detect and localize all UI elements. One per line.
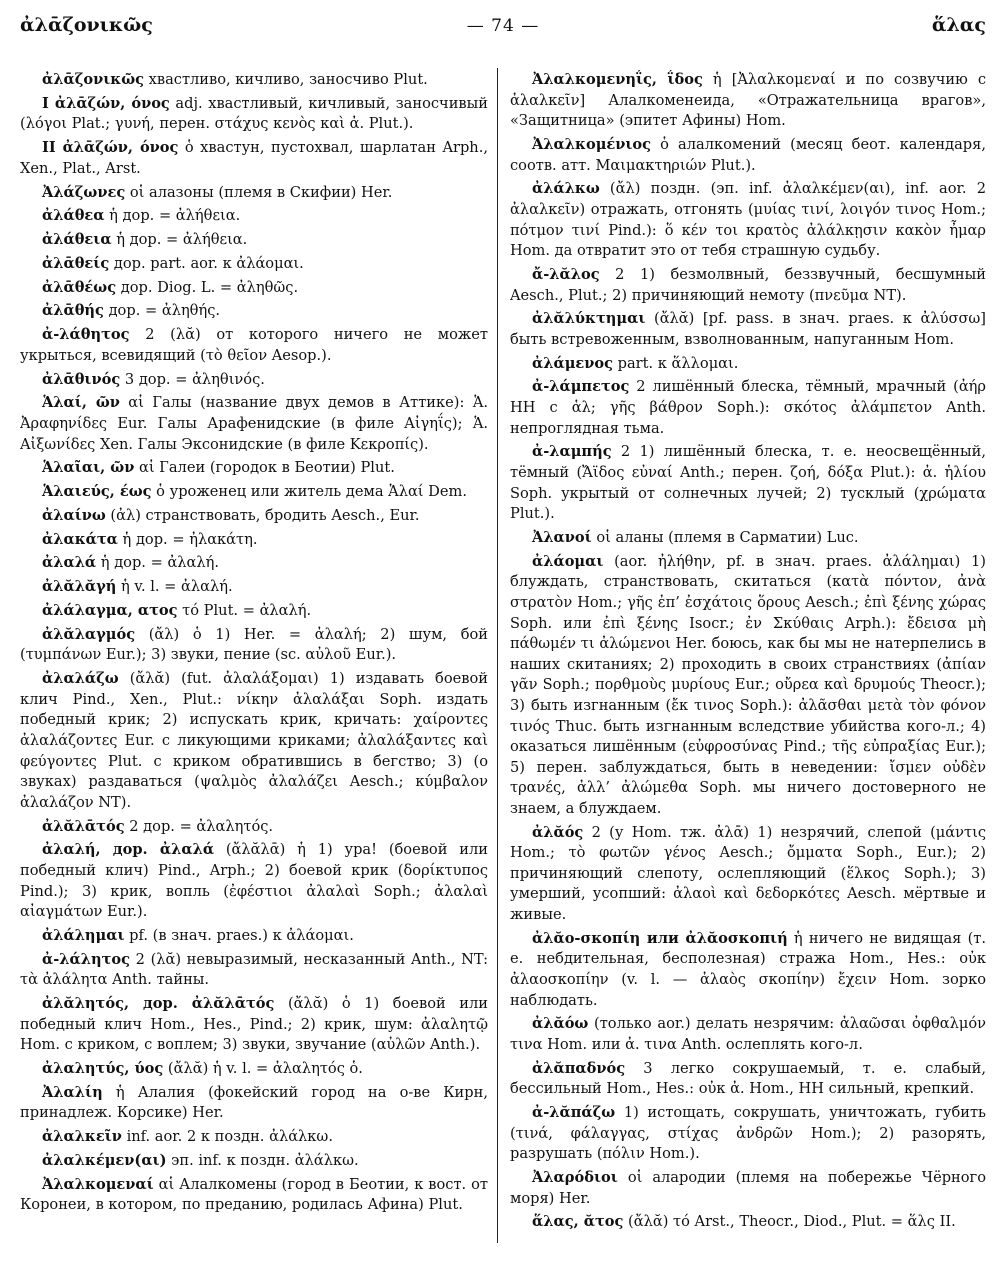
entry-definition: ὁ алалкомений (месяц беот. календаря, соотв. атт. Μαιμακτηριών Plut.). bbox=[510, 135, 986, 174]
entry-definition: хвастливо, кичливо, заносчиво Plut. bbox=[143, 71, 428, 88]
entry-definition: part. к ἅλλομαι. bbox=[613, 354, 739, 372]
entry-headword: ἀλάλκω bbox=[532, 180, 600, 198]
entry-headword: ἀ-λάθητος bbox=[42, 326, 130, 344]
entry-definition: дор. part. aor. к ἀλάομαι. bbox=[109, 254, 304, 272]
entry-definition: 2 1) лишённый блеска, т. е. неосвещённый, тёмный (Ἄϊδος εὐναί Anth.; перен. ζοή, δόξα Plut.): ἀ. ἡλίου Soph. укрытый от солнечных лучей; 2) тусклый (χρώματα Plut.). bbox=[510, 443, 986, 523]
entry-definition: (ἄλᾰ) ὁ 1) боевой или победный клич Hom., Hes., Pind.; 2) крик, шум: ἀλαλητῷ Hom. с криком, с воплем; 3) звуки, звучание (αὐλῶν Anth.). bbox=[20, 995, 488, 1054]
dictionary-entry bbox=[20, 70, 488, 91]
entry-definition: inf. aor. 2 к поздн. ἀλάλκω. bbox=[121, 1128, 333, 1146]
running-head-right: ἅλας bbox=[931, 14, 986, 36]
entry-headword: ἄ-λᾰλος bbox=[532, 265, 600, 283]
dictionary-entry bbox=[20, 669, 488, 813]
column-divider bbox=[497, 68, 498, 1243]
right-column bbox=[510, 70, 986, 1255]
entry-definition: дор. Diog. L. = ἀληθῶς. bbox=[116, 278, 299, 296]
dictionary-entry bbox=[510, 70, 986, 132]
dictionary-entry bbox=[510, 135, 986, 176]
entry-definition: pf. (в знач. praes.) к ἀλάομαι. bbox=[124, 926, 354, 944]
dictionary-entry bbox=[20, 1127, 488, 1148]
entry-definition: 2 лишённый блеска, тёмный, мрачный (ἀήρ HH с ἁλ; γῆς βάθρον Soph.): σκότος ἀλάμπετον Anth. непроглядная тьма. bbox=[510, 378, 986, 437]
dictionary-entry bbox=[20, 370, 488, 391]
dictionary-entry bbox=[20, 254, 488, 275]
dictionary-entry bbox=[510, 377, 986, 439]
entry-headword: Ἀλαλίη bbox=[42, 1083, 103, 1101]
dictionary-entry bbox=[20, 601, 488, 622]
entry-definition: дор. = ἀληθής. bbox=[103, 302, 221, 320]
entry-definition: ὁ уроженец или житель дема Ἁλαί Dem. bbox=[151, 483, 467, 501]
dictionary-entry bbox=[510, 1014, 986, 1055]
entry-headword: Ἀλάζωνες bbox=[42, 183, 126, 201]
entry-headword: II ἀλᾱζών, όνος bbox=[42, 139, 179, 157]
entry-headword: ἀλᾰλητός, дор. ἀλᾰλᾱτός bbox=[42, 995, 275, 1013]
entry-definition: ἡ Алалия (фокейский город на о-ве Кирн, принадлеж. Корсике) Her. bbox=[20, 1083, 488, 1122]
entry-definition: ἡ v. l. = ἀλαλή. bbox=[116, 578, 233, 596]
entry-definition: (ἄλᾰ) τό Arst., Theocr., Diod., Plut. = ἅλς II. bbox=[623, 1213, 956, 1231]
entry-headword: Ἁλαί, ῶν bbox=[42, 394, 120, 412]
entry-definition: 2 (у Hom. тж. ἀλᾱ) 1) незрячий, слепой (μάντις Hom.; τὸ φωτῶν γένος Aesch.; ὄμματα Soph., Eur.); 2) причиняющий слепоту, ослепляющий (ἕλκος Soph.); 3) умерший, усопший: ἀλαοὶ καὶ δεδορκότες Aesch. мёртвые и живые. bbox=[510, 823, 986, 924]
dictionary-entry bbox=[20, 553, 488, 574]
entry-headword: ἀλᾰο-σκοπίη или ἀλᾰοσκοπιή bbox=[532, 929, 788, 947]
dictionary-entry bbox=[20, 482, 488, 503]
dictionary-entry bbox=[510, 1103, 986, 1165]
entry-definition: 1) истощать, сокрушать, уничтожать, губить (τινά, φάλαγγας, στίχας ἀνδρῶν Hom.); 2) разорять, разрушать (πόλιν Hom.). bbox=[510, 1104, 986, 1163]
entry-definition: (ἀλ) странствовать, бродить Aesch., Eur. bbox=[105, 506, 420, 524]
entry-definition: 2 (λᾰ) невыразимый, несказанный Anth., NT: τὰ ἀλάλητα Anth. тайны. bbox=[20, 950, 488, 989]
running-head-left: ἀλᾱζονικῶς bbox=[20, 14, 153, 36]
dictionary-entry bbox=[20, 458, 488, 479]
entry-headword: ἀ-λαμπής bbox=[532, 443, 612, 461]
dictionary-entry bbox=[510, 265, 986, 306]
dictionary-entry bbox=[20, 625, 488, 666]
entry-headword: ἀλακάτα bbox=[42, 530, 118, 548]
entry-definition: 2 (λᾰ) от которого ничего не может укрыться, всевидящий (τὸ θεῖον Aesop.). bbox=[20, 326, 488, 364]
entry-definition: οἱ аланы (племя в Сарматии) Luc. bbox=[591, 528, 859, 546]
dictionary-entry bbox=[20, 325, 488, 366]
entry-definition: αἱ Галеи (городок в Беотии) Plut. bbox=[134, 459, 395, 477]
entry-headword: ἀλᾱθέως bbox=[42, 278, 117, 296]
dictionary-entry bbox=[20, 138, 488, 179]
entry-definition: (aor. ἠλήθην, pf. в знач. praes. ἀλάλημαι) 1) блуждать, странствовать, скитаться (κατὰ πόντον, ἀνὰ στρατὸν Hom.; γῆς ἐπ’ ἐσχάτοις ὅρους Aesch.; ἐπὶ ξένης χώρας Soph. или ἐπὶ ξένης Isocr.; ἐν Σκύθαις Arph.): ἔδεισα μὴ πάθωμέν τι ἀλώμενοι Her. боюсь, как бы мы не натерпелись в наших скитаниях; 2) проходить в своих странствиях (ἀπίαν γᾶν Soph.; πορθμοὺς μυρίους Eur.; οὔρεα καὶ δρυμούς Theocr.); 3) быть изгнанным (ἔκ τινος Soph.): ἀλᾶσθαι μετὰ τὸν φόνον τινός Thuc. быть изгнанным вследствие убийства кого-л.; 4) оказаться лишённым (εὐφροσύνας Pind.; τῆς εὐπραξίας Eur.); 5) перен. заблуждаться, быть в неведении: ἴσμεν οὐδὲν τρανές, ἀλλ’ ἀλώμεθα Soph. мы ничего достоверного не знаем, а блуждаем. bbox=[510, 552, 986, 817]
entry-definition: τό Plut. = ἀλαλή. bbox=[177, 602, 312, 620]
entry-headword: ἀ-λᾰπάζω bbox=[532, 1104, 616, 1122]
entry-definition: 3 легко сокрушаемый, т. е. слабый, бессильный Hom., Hes.: οὐκ ἀ. Hom., HH сильный, крепкий. bbox=[510, 1059, 986, 1098]
entry-headword: ἀλᾱθινός bbox=[42, 370, 121, 388]
left-column bbox=[20, 70, 488, 1255]
entry-definition: (ἄλᾰ) (fut. ἀλαλάξομαι) 1) издавать боевой клич Pind., Xen., Plut.: νίκην ἀλαλάξαι Soph. издать победный крик; 2) испускать крик, кричать: χαίροντες ἀλαλάζοντες Eur. с ликующими криками; ἀλαλάξαντες καὶ φεύγοντες Plut. с криком обратившись в бегство; 3) (о звуках) раздаваться (ψαλμὸς ἀλαλάζει Aesch.; κύμβαλον ἀλαλάζον NT). bbox=[20, 670, 488, 811]
dictionary-entry bbox=[20, 393, 488, 455]
entry-headword: ἀλᾱθής bbox=[42, 302, 104, 320]
dictionary-entry bbox=[20, 230, 488, 251]
entry-definition: οἱ алародии (племя на побережье Чёрного моря) Her. bbox=[510, 1169, 986, 1207]
dictionary-entry bbox=[510, 552, 986, 820]
entry-definition: ἡ дор. = ἀλήθεια. bbox=[111, 231, 248, 249]
entry-definition: (ἄλ) ὁ 1) Her. = ἀλαλή; 2) шум, бой (τυμπάνων Eur.); 3) звуки, пение (sc. αὐλοῦ Eur.). bbox=[20, 625, 488, 664]
dictionary-entry bbox=[510, 1212, 986, 1233]
dictionary-entry bbox=[20, 926, 488, 947]
entry-headword: ἀ-λάλητος bbox=[42, 950, 131, 968]
dictionary-entry bbox=[20, 1151, 488, 1172]
entry-definition: 2 дор. = ἀλαλητός. bbox=[124, 817, 274, 835]
dictionary-entry bbox=[20, 994, 488, 1056]
dictionary-entry bbox=[20, 94, 488, 135]
entry-definition: ἡ [Ἀλαλκομεναί и по созвучию с ἀλαλκεῖν] Алалкоменеида, «Отражательница врагов», «Защитница» (эпитет Афины) Hom. bbox=[510, 71, 986, 130]
dictionary-entry bbox=[20, 1175, 488, 1216]
dictionary-entry bbox=[20, 506, 488, 527]
dictionary-entry bbox=[20, 301, 488, 322]
entry-headword: ἀλάλαγμα, ατος bbox=[42, 602, 178, 620]
entry-definition: ὁ хвастун, пустохвал, шарлатан Arph., Xen., Plat., Arst. bbox=[20, 139, 488, 177]
dictionary-entry bbox=[510, 309, 986, 350]
dictionary-entry bbox=[20, 1059, 488, 1080]
entry-definition: ἡ ничего не видящая (т. е. небдительная, бесполезная) стража Hom., Hes.: οὐκ ἀλαοσκοπίην (v. l. — ἀλαὸς σκοπίην) ἔχειν Hom. зорко наблюдать. bbox=[510, 929, 986, 1009]
entry-headword: ἀλαλκέμεν(αι) bbox=[42, 1151, 167, 1169]
entry-definition: 2 1) безмолвный, беззвучный, бесшумный Aesch., Plut.; 2) причиняющий немоту (πνεῦμα NT). bbox=[510, 265, 986, 304]
dictionary-entry bbox=[510, 823, 986, 926]
dictionary-entry bbox=[510, 179, 986, 261]
page-header bbox=[20, 12, 986, 44]
entry-definition: ἡ дор. = ἀλήθεια. bbox=[104, 207, 241, 225]
entry-headword: Ἁλαῖαι, ῶν bbox=[42, 459, 135, 477]
entry-definition: οἱ алазоны (племя в Скифии) Her. bbox=[125, 183, 393, 201]
entry-headword: ἀλᾱζονικῶς bbox=[42, 71, 144, 88]
entry-definition: (ἄλᾰ) ἡ v. l. = ἀλαλητός ὁ. bbox=[163, 1060, 363, 1077]
entry-headword: ἀλᾰλύκτημαι bbox=[532, 310, 646, 328]
entry-headword: ἀλάομαι bbox=[532, 552, 604, 570]
dictionary-entry bbox=[20, 950, 488, 991]
entry-headword: ἀλαλκεῖν bbox=[42, 1128, 122, 1146]
entry-definition: αἱ Галы (название двух демов в Аттике): Ἁ. Ἀραφηνίδες Eur. Галы Арафенидские (в филе Αἰγηΐς); Ἁ. Αἰξωνίδες Xen. Галы Эксонидские (в филе Κεκροπίς). bbox=[20, 394, 488, 453]
dictionary-entry bbox=[20, 1083, 488, 1124]
dictionary-entry bbox=[20, 206, 488, 227]
entry-headword: ἀλᾰπαδνός bbox=[532, 1059, 626, 1077]
entry-headword: ἀλᾰός bbox=[532, 823, 584, 841]
dictionary-entry bbox=[20, 278, 488, 299]
dictionary-entry bbox=[20, 840, 488, 922]
entry-headword: ἀλαλάζω bbox=[42, 670, 119, 688]
entry-headword: ἅλας, ᾰτος bbox=[532, 1213, 624, 1231]
entry-headword: ἀλαλητύς, ύος bbox=[42, 1060, 164, 1077]
dictionary-entry bbox=[20, 577, 488, 598]
entry-definition: 3 дор. = ἀληθινός. bbox=[120, 370, 265, 388]
entry-headword: Ἀλαλκομενηΐς, ΐδος bbox=[532, 71, 703, 88]
entry-definition: (только aor.) делать незрячим: ἀλαῶσαι ὀφθαλμόν τινα Hom. или ἀ. τινα Anth. ослеплять кого-л. bbox=[510, 1015, 986, 1053]
dictionary-entry bbox=[510, 1168, 986, 1209]
entry-definition: αἱ Алалкомены (город в Беотии, к вост. от Коронеи, в котором, по преданию, родилась Афина) Plut. bbox=[20, 1175, 488, 1214]
entry-headword: ἀλάλημαι bbox=[42, 926, 125, 944]
entry-headword: Ἀλαλκομένιος bbox=[532, 135, 652, 153]
dictionary-entry bbox=[510, 442, 986, 524]
entry-headword: ἀλᾰλαγμός bbox=[42, 625, 136, 643]
dictionary-entry bbox=[510, 354, 986, 375]
entry-definition: ἡ дор. = ἀλαλή. bbox=[96, 554, 220, 572]
entry-headword: ἀλᾱθείς bbox=[42, 254, 110, 272]
entry-headword: Ἀλαλκομεναί bbox=[42, 1175, 154, 1193]
entry-headword: Ἀλανοί bbox=[532, 528, 592, 546]
entry-headword: ἀλάμενος bbox=[532, 354, 613, 372]
entry-headword: ἀλάθεια bbox=[42, 231, 112, 249]
dictionary-entry bbox=[20, 183, 488, 204]
entry-headword: ἀ-λάμπετος bbox=[532, 378, 630, 396]
entry-headword: ἀλαλά bbox=[42, 554, 97, 572]
dictionary-entry bbox=[20, 530, 488, 551]
dictionary-entry bbox=[510, 1059, 986, 1100]
entry-definition: (ἄλ) поздн. (эп. inf. ἀλαλκέμεν(αι), inf. aor. 2 ἀλαλκεῖν) отражать, отгонять (μυίας τινί, λοιγόν τινος Hom.; πότμον τινί Pind.): ὅ κέν τοι κρατὸς ἀλάλκῃσιν κακὸν ἦμαρ Hom. да отвратит это от тебя страшную судьбу. bbox=[510, 180, 986, 260]
entry-headword: ἀλᾰλᾰγή bbox=[42, 578, 117, 596]
entry-definition: эп. inf. к поздн. ἀλάλκω. bbox=[166, 1151, 359, 1169]
entry-definition: adj. хвастливый, кичливый, заносчивый (λόγοι Plat.; γυνή, перен. στάχυς κενὸς καὶ ἀ. Plut.). bbox=[20, 94, 488, 133]
dictionary-entry bbox=[510, 528, 986, 549]
entry-definition: ἡ дор. = ἠλακάτη. bbox=[117, 530, 258, 548]
dictionary-entry bbox=[20, 817, 488, 838]
entry-headword: I ἀλᾱζών, όνος bbox=[42, 94, 170, 112]
entry-definition: (ἄλᾰ) [pf. pass. в знач. praes. к ἀλύσσω] быть встревоженным, взволнованным, напуганным Hom. bbox=[510, 310, 986, 348]
entry-headword: ἀλάθεα bbox=[42, 207, 105, 225]
entry-headword: ἀλαλή, дор. ἀλαλά bbox=[42, 841, 215, 859]
entry-headword: ἀλαίνω bbox=[42, 506, 106, 524]
entry-definition: (ἄλᾰλᾱ) ἡ 1) ура! (боевой или победный клич) Pind., Arph.; 2) боевой крик (δορίκτυπος Pind.); 3) крик, вопль (ἐφέστιοι ἀλαλαὶ Soph.; ἀλαλαὶ αἰαγμάτων Eur.). bbox=[20, 841, 488, 921]
page-number: — 74 — bbox=[466, 16, 540, 36]
entry-headword: Ἁλαιεύς, έως bbox=[42, 483, 152, 501]
entry-headword: ἀλᾰόω bbox=[532, 1015, 589, 1033]
entry-headword: Ἀλαρόδιοι bbox=[532, 1169, 618, 1187]
entry-headword: ἀλᾰλᾱτός bbox=[42, 817, 125, 835]
dictionary-entry bbox=[510, 929, 986, 1011]
